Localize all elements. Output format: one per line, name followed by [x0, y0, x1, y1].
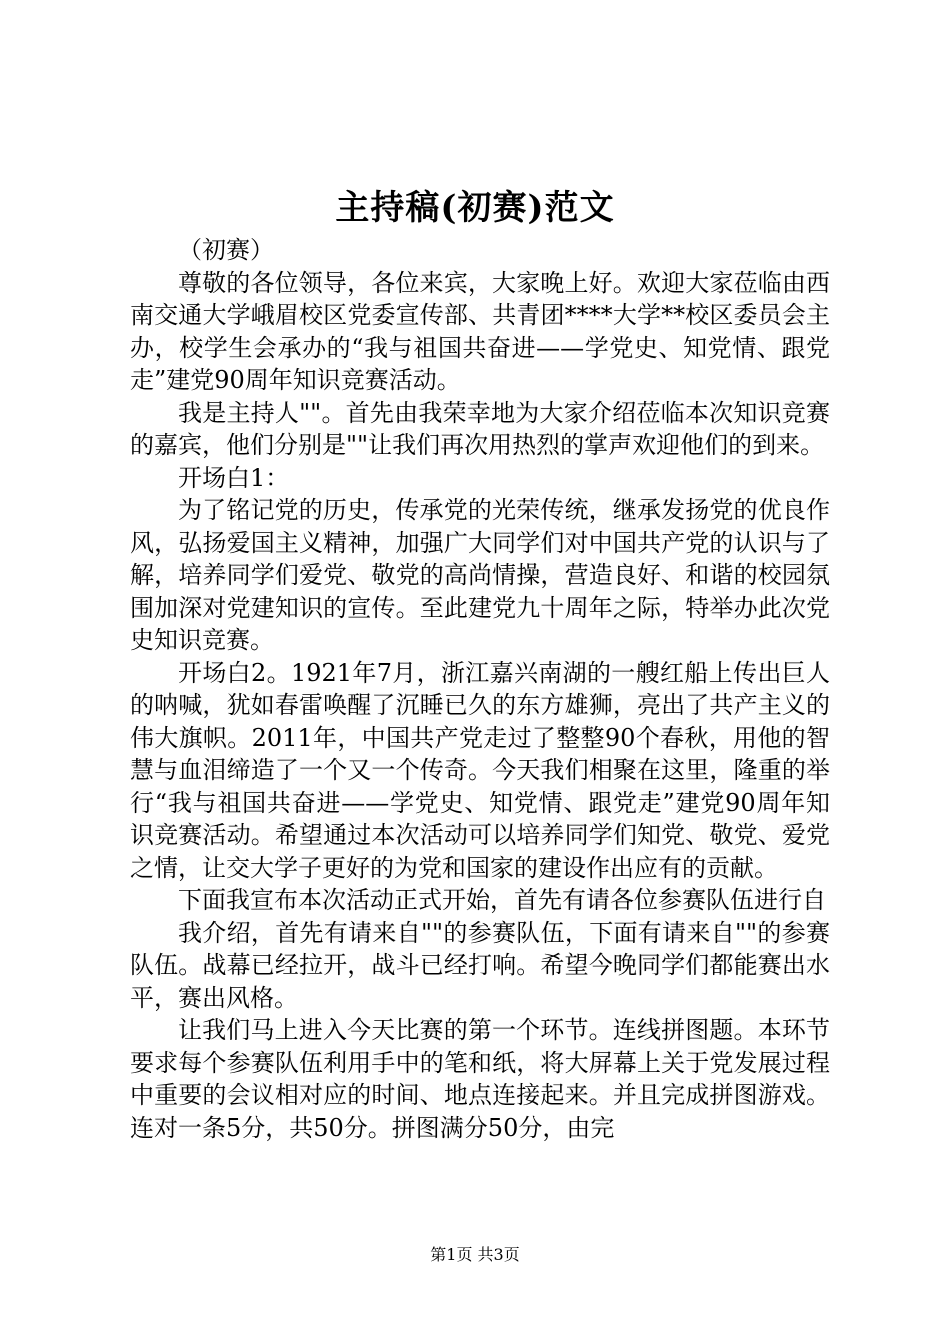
document-title: 主持稿(初赛)范文 — [335, 188, 615, 228]
document-body — [130, 234, 830, 1144]
paragraph-round-label: （初赛） — [178, 236, 274, 264]
paragraph-opening-1: 为了铭记党的历史，传承党的光荣传统，继承发扬党的优良作风，弘扬爱国主义精神，加强广大同学们对中国共产党的认识与了解，培养同学们爱党、敬党的高尚情操，营造良好、和谐的校园氛围加深对党建知识的宣传。至此建党九十周年之际，特举办此次党史知识竞赛。 — [130, 496, 830, 654]
page-footer: 第1页 共3页 — [430, 1245, 520, 1264]
paragraph-host-intro: 我是主持人""。首先由我荣幸地为大家介绍莅临本次知识竞赛的嘉宾，他们分别是""让我们再次用热烈的掌声欢迎他们的到来。 — [130, 398, 830, 459]
paragraph-opening-1-heading: 开场白1： — [178, 463, 290, 492]
paragraph-team-intro: 我介绍，首先有请来自""的参赛队伍，下面有请来自""的参赛队伍。战幕已经拉开，战斗已经打响。希望今晚同学们都能赛出水平，赛出风格。 — [130, 918, 830, 1012]
paragraph-greeting: 尊敬的各位领导，各位来宾，大家晚上好。欢迎大家莅临由西南交通大学峨眉校区党委宣传部、共青团****大学**校区委员会主办，校学生会承办的“我与祖国共奋进——学党史、知党情、跟党走”建党90周年知识竞赛活动。 — [130, 268, 830, 394]
paragraph-first-round: 让我们马上进入今天比赛的第一个环节。连线拼图题。本环节要求每个参赛队伍利用手中的笔和纸，将大屏幕上关于党发展过程中重要的会议相对应的时间、地点连接起来。并且完成拼图游戏。连对一条5分，共50分。拼图满分50分，由完 — [130, 1016, 830, 1142]
paragraph-announcement: 下面我宣布本次活动正式开始，首先有请各位参赛队伍进行自 — [178, 886, 826, 914]
paragraph-opening-2: 开场白2。1921年7月，浙江嘉兴南湖的一艘红船上传出巨人的呐喊，犹如春雷唤醒了沉睡已久的东方雄狮，亮出了共产主义的伟大旗帜。2011年，中国共产党走过了整整90个春秋，用他的智慧与血泪缔造了一个又一个传奇。今天我们相聚在这里，隆重的举行“我与祖国共奋进——学党史、知党情、跟党走”建党90周年知识竞赛活动。希望通过本次活动可以培养同学们知党、敬党、爱党之情，让交大学子更好的为党和国家的建设作出应有的贡献。 — [130, 658, 830, 882]
